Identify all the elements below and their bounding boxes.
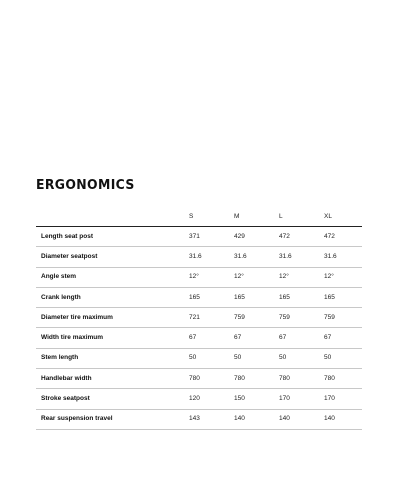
row-label: Diameter seatpost [36,247,189,267]
cell-value: 50 [189,348,234,368]
cell-value: 140 [279,409,324,429]
column-header-xl: XL [324,208,362,227]
cell-value: 759 [234,308,279,328]
cell-value: 12° [279,267,324,287]
cell-value: 165 [189,287,234,307]
column-header-l: L [279,208,324,227]
cell-value: 472 [324,227,362,247]
table-row [36,267,362,287]
table-header-row [36,208,362,227]
cell-value: 759 [324,308,362,328]
cell-value: 721 [189,308,234,328]
cell-value: 31.6 [279,247,324,267]
row-label: Diameter tire maximum [36,308,189,328]
cell-value: 67 [189,328,234,348]
cell-value: 472 [279,227,324,247]
cell-value: 371 [189,227,234,247]
cell-value: 50 [234,348,279,368]
cell-value: 780 [279,369,324,389]
cell-value: 165 [324,287,362,307]
row-label: Handlebar width [36,369,189,389]
cell-value: 12° [189,267,234,287]
cell-value: 31.6 [324,247,362,267]
row-label: Angle stem [36,267,189,287]
table-row [36,308,362,328]
table-row [36,409,362,429]
table-row [36,328,362,348]
section-title: ERGONOMICS [36,177,135,193]
row-label: Rear suspension travel [36,409,189,429]
cell-value: 31.6 [234,247,279,267]
cell-value: 120 [189,389,234,409]
cell-value: 170 [324,389,362,409]
table-row [36,389,362,409]
cell-value: 12° [234,267,279,287]
cell-value: 12° [324,267,362,287]
row-label: Stem length [36,348,189,368]
cell-value: 50 [279,348,324,368]
cell-value: 165 [234,287,279,307]
cell-value: 170 [279,389,324,409]
cell-value: 67 [279,328,324,348]
cell-value: 780 [189,369,234,389]
cell-value: 31.6 [189,247,234,267]
cell-value: 140 [324,409,362,429]
cell-value: 759 [279,308,324,328]
row-label: Width tire maximum [36,328,189,348]
cell-value: 429 [234,227,279,247]
cell-value: 780 [234,369,279,389]
column-header-label [36,208,189,227]
cell-value: 140 [234,409,279,429]
cell-value: 50 [324,348,362,368]
cell-value: 150 [234,389,279,409]
column-header-s: S [189,208,234,227]
table-row [36,348,362,368]
geometry-table [36,208,362,430]
column-header-m: M [234,208,279,227]
row-label: Stroke seatpost [36,389,189,409]
table-row [36,227,362,247]
cell-value: 165 [279,287,324,307]
table-row [36,287,362,307]
table-row [36,369,362,389]
table-row [36,247,362,267]
cell-value: 143 [189,409,234,429]
row-label: Crank length [36,287,189,307]
cell-value: 780 [324,369,362,389]
cell-value: 67 [324,328,362,348]
cell-value: 67 [234,328,279,348]
row-label: Length seat post [36,227,189,247]
